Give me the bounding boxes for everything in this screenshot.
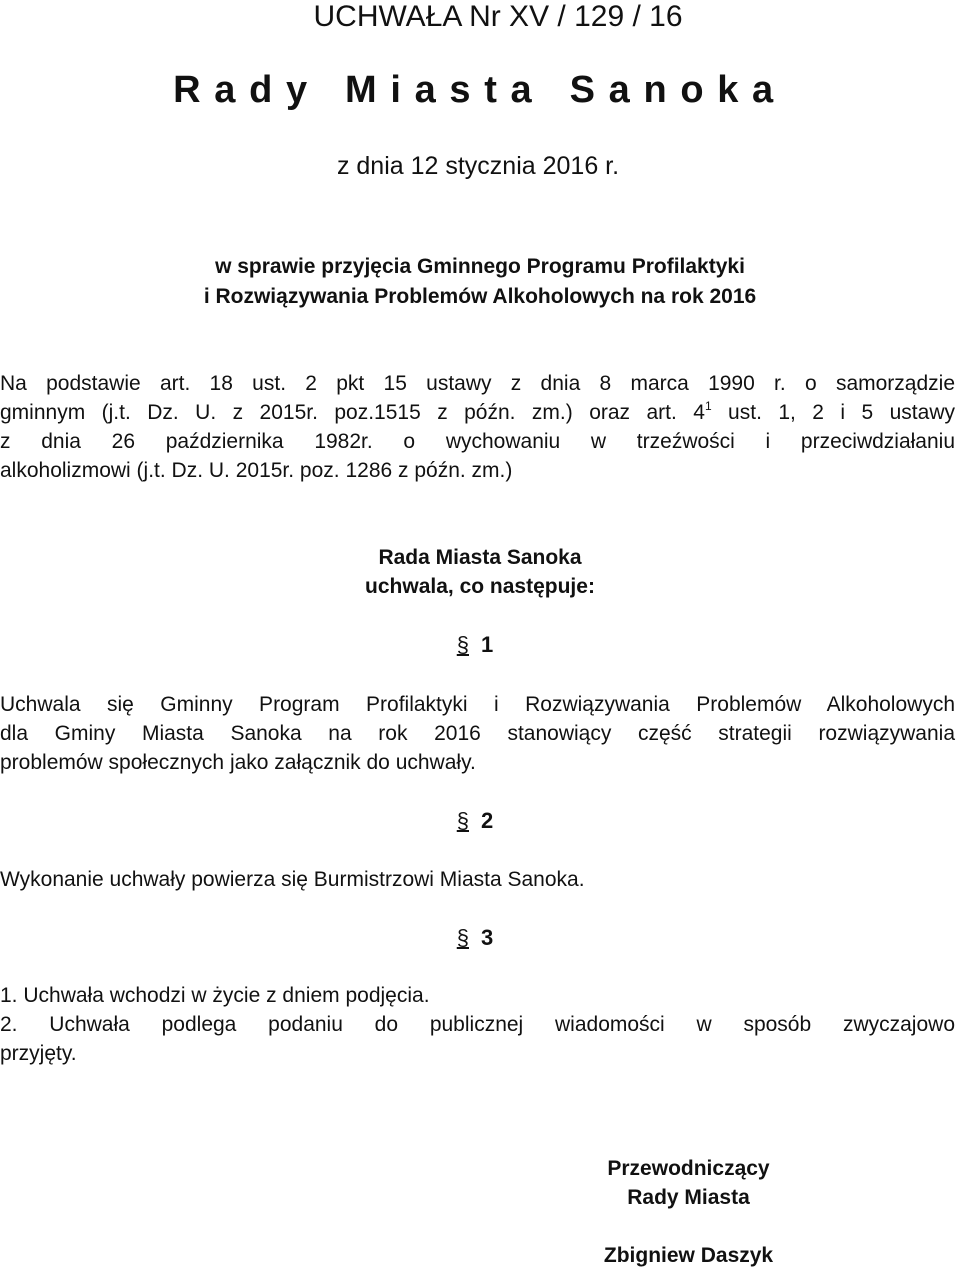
resolution-date: z dnia 12 stycznia 2016 r. [336, 152, 620, 180]
section-1-number: 1 [481, 632, 494, 657]
subject-line-2: i Rozwiązywania Problemów Alkoholowych na rok 2016 [203, 285, 757, 308]
signature-role-2: Rady Miasta [627, 1186, 750, 1209]
signature-role-1: Przewodniczący [607, 1157, 770, 1180]
legal-basis-line-2 [0, 399, 955, 424]
enacting-clause: uchwala, co następuje: [365, 575, 595, 598]
section-3-number: 3 [481, 925, 494, 950]
section-3-line-2: 2. Uchwała podlega podaniu do publicznej wiadomości w sposób zwyczajowo [0, 1013, 955, 1036]
signature-name: Zbigniew Daszyk [603, 1244, 774, 1267]
section-3-line-3: przyjęty. [0, 1042, 77, 1065]
resolution-title: UCHWAŁA Nr XV / 129 / 16 [313, 0, 683, 33]
section-sign-3: § [456, 925, 469, 950]
section-sign-2: § [456, 808, 469, 833]
legal-basis-line-4: alkoholizmowi (j.t. Dz. U. 2015r. poz. 1286 z późn. zm.) [0, 459, 513, 482]
council-name: Rady Miasta Sanoka [173, 69, 787, 111]
legal-basis-line-3: z dnia 26 października 1982r. o wychowaniu w trzeźwości i przeciwdziałaniu [0, 430, 955, 453]
section-1-line-1: Uchwala się Gminny Program Profilaktyki i Rozwiązywania Problemów Alkoholowych [0, 693, 955, 716]
section-1-line-2: dla Gminy Miasta Sanoka na rok 2016 stanowiący część strategii rozwiązywania [0, 722, 955, 745]
enacting-body: Rada Miasta Sanoka [378, 546, 582, 569]
legal-basis-line-2-end: ust. 1, 2 i 5 ustawy [711, 401, 955, 424]
section-sign-1: § [456, 632, 469, 657]
section-2-line-1: Wykonanie uchwały powierza się Burmistrzowi Miasta Sanoka. [0, 868, 585, 891]
legal-basis-line-2-start: gminnym (j.t. Dz. U. z 2015r. poz.1515 z późn. zm.) oraz art. 4 [0, 401, 705, 424]
subject-line-1: w sprawie przyjęcia Gminnego Programu Profilaktyki [215, 255, 745, 278]
section-1-heading [0, 634, 950, 656]
section-3-line-1: 1. Uchwała wchodzi w życie z dniem podjęcia. [0, 984, 430, 1007]
section-2-number: 2 [481, 808, 494, 833]
section-2-heading [0, 810, 950, 832]
legal-basis-line-1: Na podstawie art. 18 ust. 2 pkt 15 ustawy z dnia 8 marca 1990 r. o samorządzie [0, 372, 955, 395]
section-3-heading [0, 927, 950, 949]
section-1-line-3: problemów społecznych jako załącznik do uchwały. [0, 751, 476, 774]
superscript-one: 1 [704, 399, 712, 413]
